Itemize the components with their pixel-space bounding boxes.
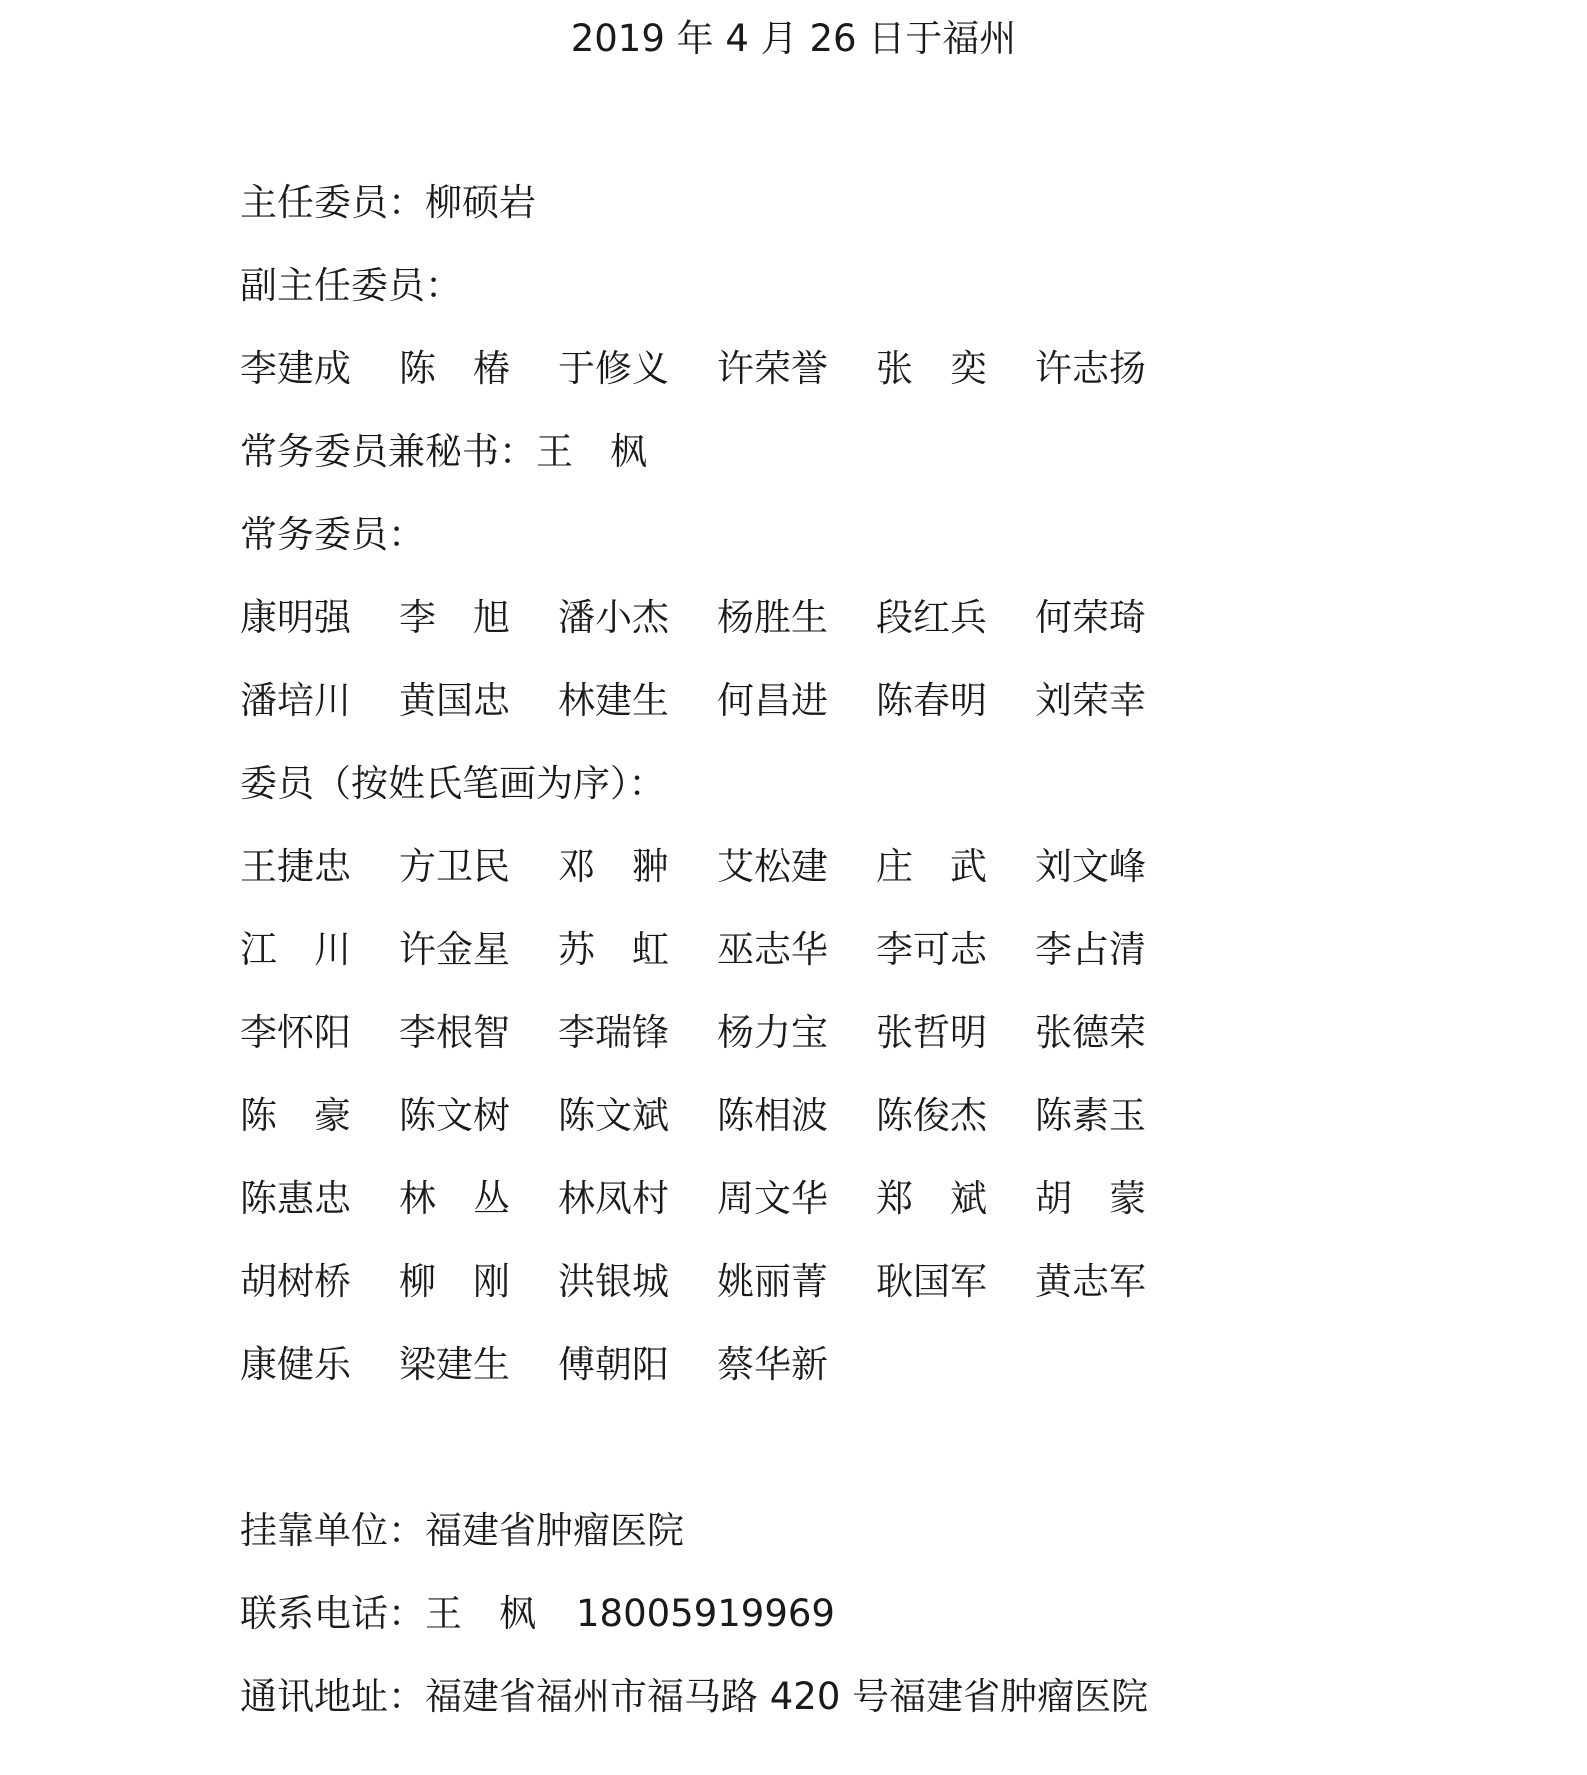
member-name: 郑 斌 (876, 1177, 987, 1220)
member-name: 李根智 (399, 1011, 510, 1054)
member-name: 康健乐 (240, 1343, 351, 1386)
vice-chair-name: 陈 椿 (399, 347, 510, 390)
vice-chair-name: 许志扬 (1035, 347, 1146, 390)
standing-member-name: 黄国忠 (399, 679, 510, 722)
standing-member-name: 段红兵 (876, 596, 987, 639)
members-row (240, 925, 1440, 1008)
member-name: 胡 蒙 (1035, 1177, 1146, 1220)
vice-chair-names-row (240, 344, 1440, 427)
member-name: 李占清 (1035, 928, 1146, 971)
chair-line (240, 178, 1440, 261)
vice-chair-name: 于修义 (558, 347, 669, 390)
vice-chair-heading: 副主任委员： (240, 264, 462, 307)
contact-label: 联系电话： (240, 1592, 425, 1635)
member-name: 蔡华新 (717, 1343, 828, 1386)
member-name: 李怀阳 (240, 1011, 351, 1054)
contact-line (240, 1589, 1440, 1672)
member-name: 傅朝阳 (558, 1343, 669, 1386)
members-row (240, 842, 1440, 925)
member-name: 刘文峰 (1035, 845, 1146, 888)
standing-member-name: 李 旭 (399, 596, 510, 639)
member-name: 胡树桥 (240, 1260, 351, 1303)
member-name: 洪银城 (558, 1260, 669, 1303)
member-name: 梁建生 (399, 1343, 510, 1386)
standing-members-row (240, 593, 1440, 676)
contact-phone: 18005919969 (576, 1592, 835, 1635)
standing-member-name: 杨胜生 (717, 596, 828, 639)
member-name: 杨力宝 (717, 1011, 828, 1054)
standing-member-name: 潘培川 (240, 679, 351, 722)
standing-member-name: 康明强 (240, 596, 351, 639)
standing-member-name: 刘荣幸 (1035, 679, 1146, 722)
member-name: 周文华 (717, 1177, 828, 1220)
address-label: 通讯地址： (240, 1675, 425, 1718)
affiliation-line (240, 1506, 1440, 1589)
members-row (240, 1174, 1440, 1257)
member-name: 陈文斌 (558, 1094, 669, 1137)
members-heading: 委员（按姓氏笔画为序）： (240, 762, 666, 805)
standing-member-name: 何荣琦 (1035, 596, 1146, 639)
member-name: 许金星 (399, 928, 510, 971)
standing-members-row (240, 676, 1440, 759)
member-name: 姚丽菁 (717, 1260, 828, 1303)
vice-chair-name: 张 奕 (876, 347, 987, 390)
member-name: 邓 翀 (558, 845, 669, 888)
member-name: 柳 刚 (399, 1260, 510, 1303)
section-spacer (240, 1423, 1440, 1506)
chair-name: 柳硕岩 (425, 181, 536, 224)
member-name: 艾松建 (717, 845, 828, 888)
affiliation-value: 福建省肿瘤医院 (425, 1509, 684, 1552)
member-name: 林凤村 (558, 1177, 669, 1220)
member-name: 方卫民 (399, 845, 510, 888)
member-name: 江 川 (240, 928, 351, 971)
member-name: 王捷忠 (240, 845, 351, 888)
members-row (240, 1340, 1440, 1423)
vice-chair-name: 许荣誉 (717, 347, 828, 390)
standing-member-name: 何昌进 (717, 679, 828, 722)
member-name: 李可志 (876, 928, 987, 971)
member-name: 陈惠忠 (240, 1177, 351, 1220)
address-value: 福建省福州市福马路 420 号福建省肿瘤医院 (425, 1675, 1149, 1718)
members-row (240, 1091, 1440, 1174)
committee-roster (240, 178, 1440, 1755)
standing-secretary-name: 王 枫 (536, 430, 647, 473)
member-name: 陈文树 (399, 1094, 510, 1137)
vice-chair-name: 李建成 (240, 347, 351, 390)
address-line (240, 1672, 1440, 1755)
standing-member-name: 潘小杰 (558, 596, 669, 639)
member-name: 张德荣 (1035, 1011, 1146, 1054)
contact-name: 王 枫 (425, 1592, 536, 1635)
member-name: 陈相波 (717, 1094, 828, 1137)
members-row (240, 1008, 1440, 1091)
standing-members-heading: 常务委员： (240, 513, 425, 556)
chair-label: 主任委员： (240, 181, 425, 224)
member-name: 苏 虹 (558, 928, 669, 971)
member-name: 张哲明 (876, 1011, 987, 1054)
member-name: 庄 武 (876, 845, 987, 888)
member-name: 李瑞锋 (558, 1011, 669, 1054)
members-row (240, 1257, 1440, 1340)
standing-secretary-label: 常务委员兼秘书： (240, 430, 536, 473)
member-name: 陈 豪 (240, 1094, 351, 1137)
standing-secretary-line (240, 427, 1440, 510)
member-name: 耿国军 (876, 1260, 987, 1303)
affiliation-label: 挂靠单位： (240, 1509, 425, 1552)
member-name: 陈俊杰 (876, 1094, 987, 1137)
standing-member-name: 陈春明 (876, 679, 987, 722)
member-name: 陈素玉 (1035, 1094, 1146, 1137)
member-name: 巫志华 (717, 928, 828, 971)
member-name: 黄志军 (1035, 1260, 1146, 1303)
standing-member-name: 林建生 (558, 679, 669, 722)
member-name: 林 丛 (399, 1177, 510, 1220)
document-date-line: 2019 年 4 月 26 日于福州 (570, 17, 1017, 60)
